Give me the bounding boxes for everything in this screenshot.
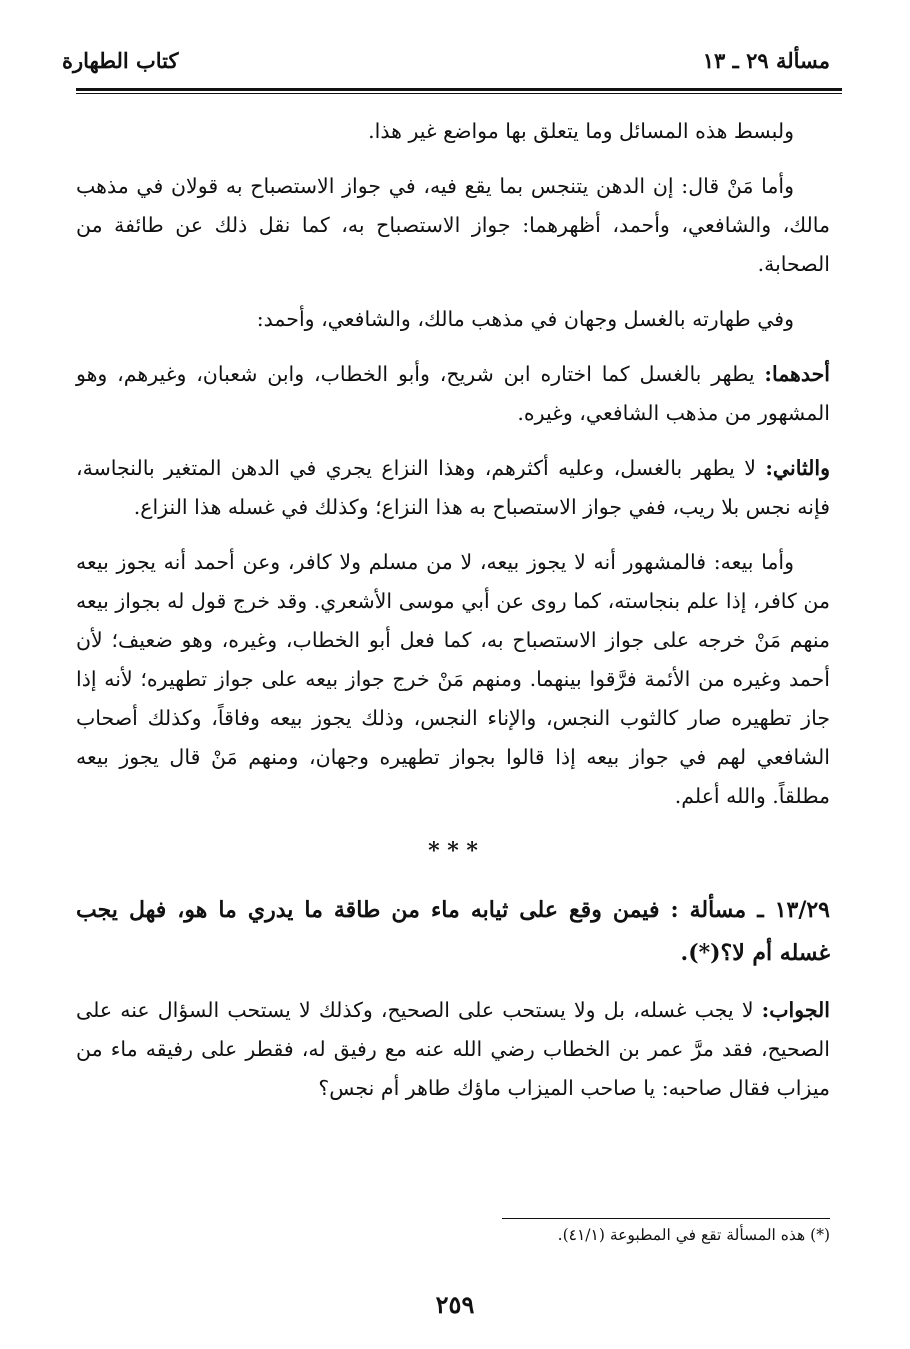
paragraph-lead: والثاني: <box>765 456 830 480</box>
footnote-marker: (*) <box>688 940 721 966</box>
paragraph: ولبسط هذه المسائل وما يتعلق بها مواضع غير هذا. <box>368 119 794 143</box>
page-body <box>76 112 830 1124</box>
running-header <box>62 46 830 76</box>
question-end: . <box>680 940 689 966</box>
page-number: ٢٥٩ <box>435 1290 475 1319</box>
paragraph: وفي طهارته بالغسل وجهان في مذهب مالك، والشافعي، وأحمد: <box>256 307 794 331</box>
answer-paragraph <box>76 991 830 1108</box>
book-title: كتاب الطهارة <box>62 48 179 73</box>
issue-reference: مسألة ٢٩ ـ ١٣ <box>702 48 830 73</box>
question-number: ١٣/٢٩ ـ مسألة : <box>670 897 830 923</box>
paragraph <box>76 449 830 527</box>
answer-text: لا يجب غسله، بل ولا يستحب على الصحيح، وكذلك لا يستحب السؤال عنه على الصحيح، فقد مرَّ عمر بن الخطاب رضي الله عنه مع رفيق له، فقطر على رفيقه ماء من ميزاب فقال صاحبه: يا صاحب الميزاب ماؤك طاهر أم نجس؟ <box>76 998 830 1100</box>
footnote-rule <box>502 1218 830 1219</box>
answer-lead: الجواب: <box>761 998 830 1022</box>
section-separator: * * * <box>428 838 478 864</box>
question-heading <box>76 889 830 975</box>
paragraph-text: يطهر بالغسل كما اختاره ابن شريح، وأبو الخطاب، وابن شعبان، وغيرهم، وهو المشهور من مذهب الشافعي، وغيره. <box>76 362 830 425</box>
header-rule-thin <box>76 93 842 94</box>
paragraph: وأما مَنْ قال: إن الدهن يتنجس بما يقع فيه، في جواز الاستصباح به قولان في مذهب مالك، والشافعي، وأحمد، أظهرهما: جواز الاستصباح به، كما نقل ذلك عن طائفة من الصحابة. <box>76 174 830 276</box>
question-text: فيمن وقع على ثيابه ماء من طاقة ما يدري ما هو، فهل يجب غسله أم لا؟ <box>76 897 830 966</box>
paragraph-lead: أحدهما: <box>764 362 830 386</box>
paragraph-text: لا يطهر بالغسل، وعليه أكثرهم، وهذا النزاع يجري في الدهن المتغير بالنجاسة، فإنه نجس بلا ريب، ففي جواز الاستصباح به هذا النزاع؛ وكذلك في غسله هذا النزاع. <box>76 456 830 519</box>
header-rule-thick <box>76 88 842 91</box>
paragraph <box>76 355 830 433</box>
paragraph: وأما بيعه: فالمشهور أنه لا يجوز بيعه، لا من مسلم ولا كافر، وعن أحمد أنه يجوز بيعه من كافر، إذا علم بنجاسته، كما روى عن أبي موسى الأشعري. وقد خرج قول له بجواز بيعه منهم مَنْ خرجه على جواز الاستصباح به، كما فعل أبو الخطاب، وغيره، وهو ضعيف؛ لأن أحمد وغيره من الأئمة فرَّقوا بينهما. ومنهم مَنْ خرج جواز بيعه على جواز تطهيره؛ لأنه إذا جاز تطهيره صار كالثوب النجس، والإناء النجس، وذلك يجوز بيعه وفاقاً، وكذلك أصحاب الشافعي لهم في جواز بيعه إذا قالوا بجواز تطهيره وجهان، ومنهم مَنْ قال يجوز بيعه مطلقاً. والله أعلم. <box>76 550 830 808</box>
footnote: (*) هذه المسألة تقع في المطبوعة (٤١/١). <box>557 1226 830 1244</box>
